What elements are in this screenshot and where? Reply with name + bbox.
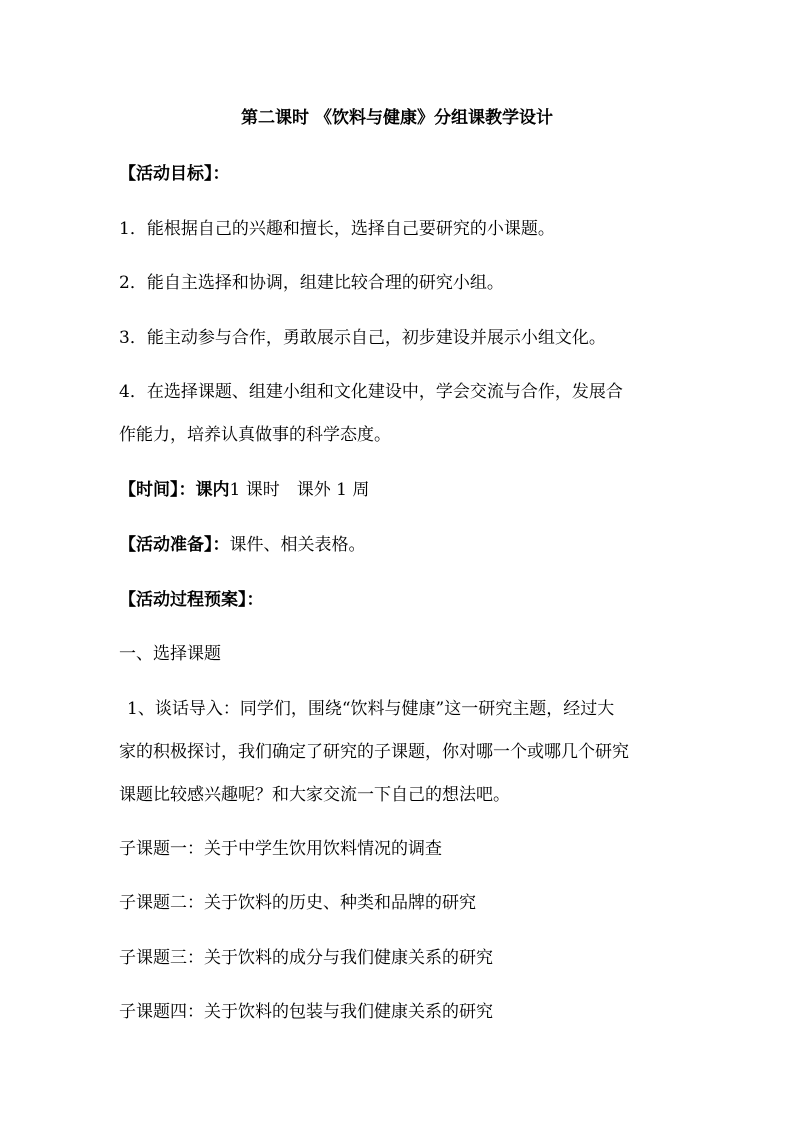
time-in-class-label: 课内 <box>195 480 230 500</box>
process-heading: 【活动过程预案】： <box>119 590 264 610</box>
page-title: 第二课时 《饮料与健康》分组课教学设计 <box>241 108 553 128</box>
time-label: 【时间】： <box>119 480 196 500</box>
time-value: 1 课时 课外 1 周 <box>229 480 370 500</box>
prep-label: 【活动准备】： <box>119 535 230 555</box>
intro-line-2: 家的积极探讨，我们确定了研究的子课题，你对哪一个或哪几个研究 <box>119 742 629 762</box>
subtopic-item-3: 子课题三：关于饮料的成分与我们健康关系的研究 <box>119 948 493 968</box>
objective-item-2: 2．能自主选择和协调，组建比较合理的研究小组。 <box>119 273 504 293</box>
intro-line-1: 1、谈话导入：同学们，围绕“饮料与健康”这一研究主题，经过大 <box>127 699 615 719</box>
objective-item-1: 1．能根据自己的兴趣和擅长，选择自己要研究的小课题。 <box>119 219 555 239</box>
subtopic-item-4: 子课题四：关于饮料的包装与我们健康关系的研究 <box>119 1002 493 1022</box>
time-row <box>119 479 679 501</box>
objectives-heading: 【活动目标】： <box>119 164 230 184</box>
subtopic-item-2: 子课题二：关于饮料的历史、种类和品牌的研究 <box>119 893 476 913</box>
prep-value: 课件、相关表格。 <box>229 535 366 555</box>
prep-row <box>119 534 679 556</box>
intro-line-3: 课题比较感兴趣呢？和大家交流一下自己的想法吧。 <box>119 785 510 805</box>
objective-item-3: 3．能主动参与合作，勇敢展示自己，初步建设并展示小组文化。 <box>119 328 606 348</box>
section-one-heading: 一、选择课题 <box>119 644 221 664</box>
subtopic-item-1: 子课题一：关于中学生饮用饮料情况的调查 <box>119 839 442 859</box>
objective-item-4: 4．在选择课题、组建小组和文化建设中，学会交流与合作，发展合 <box>119 382 623 402</box>
objective-item-4-continued: 作能力，培养认真做事的科学态度。 <box>119 425 391 445</box>
